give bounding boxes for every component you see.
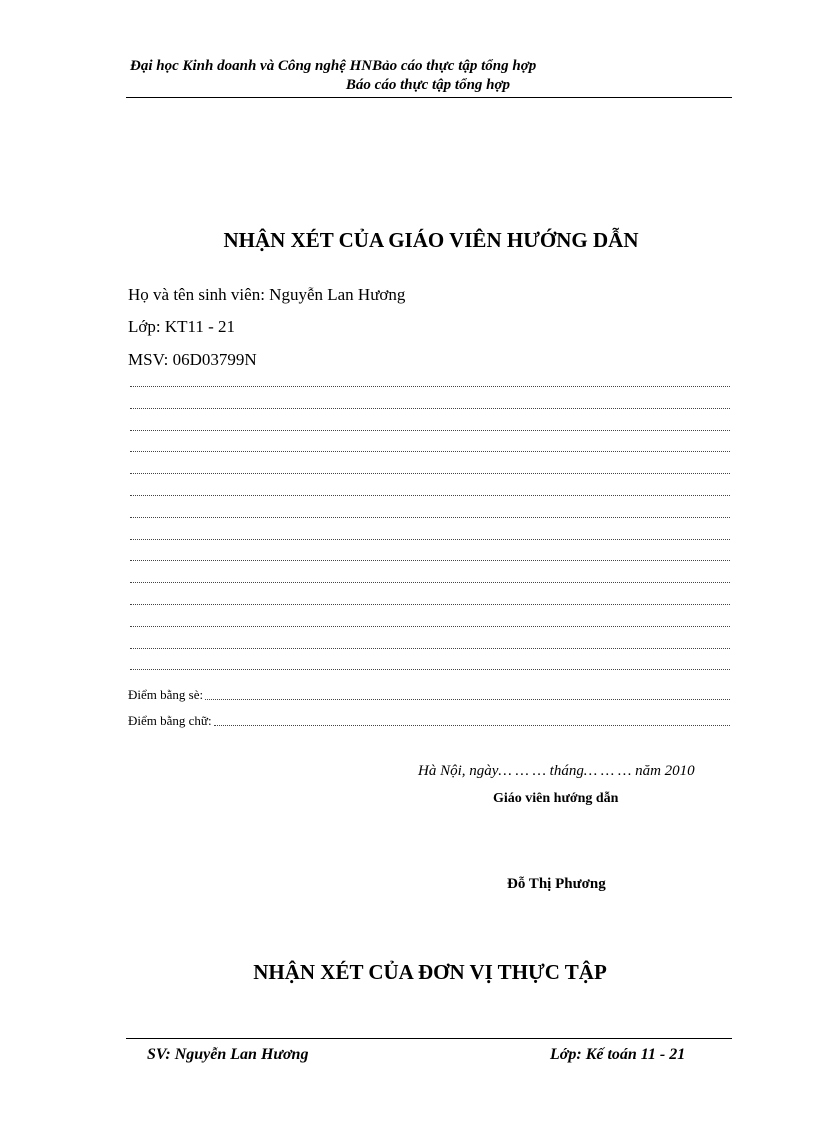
comment-dotted-line: [130, 582, 730, 583]
comment-dotted-line: [130, 451, 730, 452]
comment-dotted-line: [130, 495, 730, 496]
comment-dotted-line: [130, 648, 730, 649]
score-number-label: Điểm bằng sè:: [128, 687, 204, 702]
student-class-label: Lớp:: [128, 317, 161, 336]
student-id-label: MSV:: [128, 350, 169, 369]
signature-name: Đỗ Thị Phương: [507, 876, 606, 892]
comment-dotted-line: [130, 386, 730, 387]
footer-student: SV: Nguyễn Lan Hương: [147, 1046, 309, 1063]
page-title: NHẬN XÉT CỦA GIÁO VIÊN HƯỚNG DẪN: [223, 228, 639, 252]
comment-dotted-line: [130, 408, 730, 409]
student-name-label: Họ và tên sinh viên:: [128, 285, 265, 304]
comment-dotted-line: [130, 626, 730, 627]
footer-class: Lớp: Kế toán 11 - 21: [550, 1046, 686, 1063]
comment-dotted-line: [130, 560, 730, 561]
comment-dotted-line: [130, 430, 730, 431]
comment-dotted-line: [130, 669, 730, 670]
score-number-blank: [205, 699, 730, 700]
page-header-line2: Báo cáo thực tập tổng hợp: [345, 77, 511, 93]
comment-dotted-line: [130, 604, 730, 605]
score-words-row: [128, 713, 730, 729]
comment-dotted-line: [130, 473, 730, 474]
signature-role: Giáo viên hướng dẫn: [493, 791, 619, 806]
header-divider: [126, 97, 732, 98]
page-header-line1: Đại học Kinh doanh và Công nghệ HNBảo cáo thực tập tổng hợp: [130, 58, 537, 74]
comment-dotted-line: [130, 517, 730, 518]
date-line: Hà Nội, ngày… … … tháng… … … năm 2010: [418, 763, 695, 779]
footer-divider: [126, 1038, 732, 1039]
student-name-row: [128, 285, 405, 305]
score-words-blank: [214, 725, 730, 726]
student-class-value: KT11 - 21: [164, 317, 236, 336]
student-name-value: Nguyễn Lan Hương: [269, 285, 406, 304]
comment-dotted-line: [130, 539, 730, 540]
score-number-row: [128, 687, 730, 703]
student-id-row: [128, 350, 257, 370]
score-words-label: Điểm bằng chữ:: [128, 713, 212, 728]
student-id-value: 06D03799N: [172, 350, 257, 369]
student-class-row: [128, 317, 235, 337]
section-title-unit: NHẬN XÉT CỦA ĐƠN VỊ THỰC TẬP: [253, 960, 607, 984]
